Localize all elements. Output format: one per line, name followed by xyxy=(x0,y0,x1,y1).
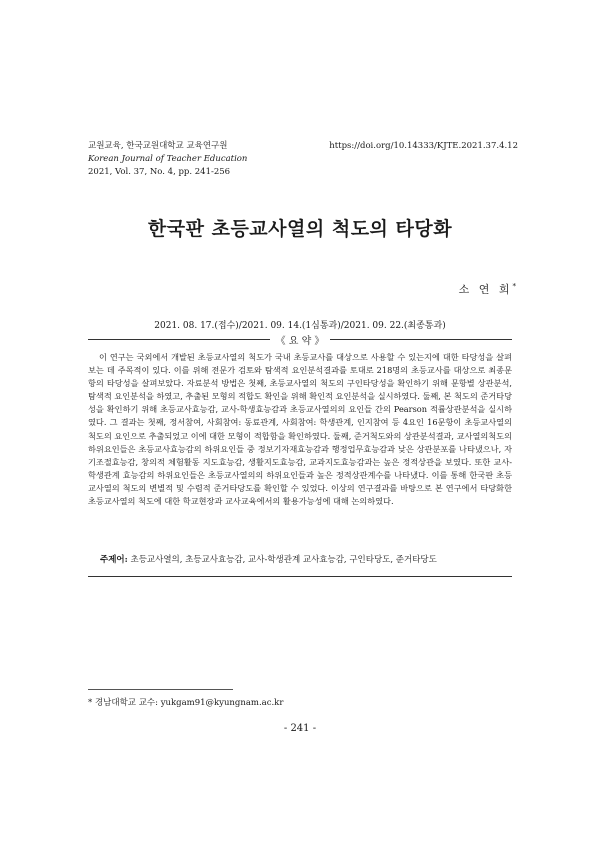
abstract-bottom-rule xyxy=(88,576,512,577)
footnote-divider xyxy=(88,689,233,690)
doi-link[interactable]: https://doi.org/10.14333/KJTE.2021.37.4.12 xyxy=(329,141,518,151)
journal-name-english: Korean Journal of Teacher Education xyxy=(88,154,248,164)
author-footnote: * 경남대학교 교수: yukgam91@kyungnam.ac.kr xyxy=(88,698,284,708)
abstract-body: 이 연구는 국외에서 개발된 초등교사열의 척도가 국내 초등교사를 대상으로 사용할 수 있는지에 대한 타당성을 살펴보는 데 주목적이 있다. 이를 위해 전문가 검토와 탐색적 요인분석결과를 토대로 218명의 초등교사를 대상으로 최종문항의 타당성을 살펴보았다. 자료분석 방법은 첫째, 초등교사열의 척도의 구인타당성을 확인하기 위해 문항별 상관분석, 탐색적 요인분석을 하였고, 추출된 모형의 적합도 확인을 위해 확인적 요인분석을 실시하였다. 둘째, 본 척도의 준거타당성을 확인하기 위해 초등교사효능감, 교사-학생효능감과 초등교사열의의 요인들 간의 Pearson 적률상관분석을 실시하였다. 그 결과는 첫째, 정서참여, 사회참여: 동료관계, 사회참여: 학생관계, 인지참여 등 4요인 16문항이 초등교사열의 척도의 요인으로 추출되었고 이에 대한 모형이 적합함을 확인하였다. 둘째, 준거척도와의 상관분석결과, 교사열의척도의 하위요인들은 초등교사효능감의 하위요인들 중 정보기자재효능감과 행정업무효능감과 낮은 상관분포를 나타냈으나, 자기조절효능감, 창의적 체험활동 지도효능감, 생활지도효능감, 교과지도효능감과는 높은 정적상관을 보였다. 또한 교사-학생관계 효능감의 하위요인들은 초등교사열의의 하위요인들과 높은 정적상관계수를 나타냈다. 이를 통해 한국판 초등교사열의 척도의 변별적 및 수렴적 준거타당도를 확인할 수 있었다. 이상의 연구결과를 바탕으로 본 연구에서 타당화한 초등교사열의 척도에 대한 학교현장과 교사교육에서의 활용가능성에 대해 논의하였다. xyxy=(88,352,512,507)
abstract-heading xyxy=(88,332,512,346)
abstract-rule-right xyxy=(330,339,512,340)
abstract-rule-left xyxy=(88,339,270,340)
page-number: - 241 - xyxy=(283,723,317,734)
author-footnote-mark: * xyxy=(512,282,516,291)
volume-info: 2021, Vol. 37, No. 4, pp. 241-256 xyxy=(88,167,231,177)
journal-header xyxy=(88,140,518,179)
paper-title: 한국판 초등교사열의 척도의 타당화 xyxy=(147,218,453,240)
journal-name-korean: 교원교육, 한국교원대학교 교육연구원 xyxy=(88,141,228,151)
keywords-label: 주제어: xyxy=(100,555,128,565)
abstract-label: 《 요 약 》 xyxy=(275,335,325,347)
submission-dates: 2021. 08. 17.(접수)/2021. 09. 14.(1심통과)/2021. 09. 22.(최종통과) xyxy=(154,321,446,331)
keywords xyxy=(100,554,512,567)
author-name: 소 연 희 xyxy=(458,283,513,296)
keywords-text: 초등교사열의, 초등교사효능감, 교사-학생관계 교사효능감, 구인타당도, 준거타당도 xyxy=(130,555,437,565)
author xyxy=(459,281,516,297)
